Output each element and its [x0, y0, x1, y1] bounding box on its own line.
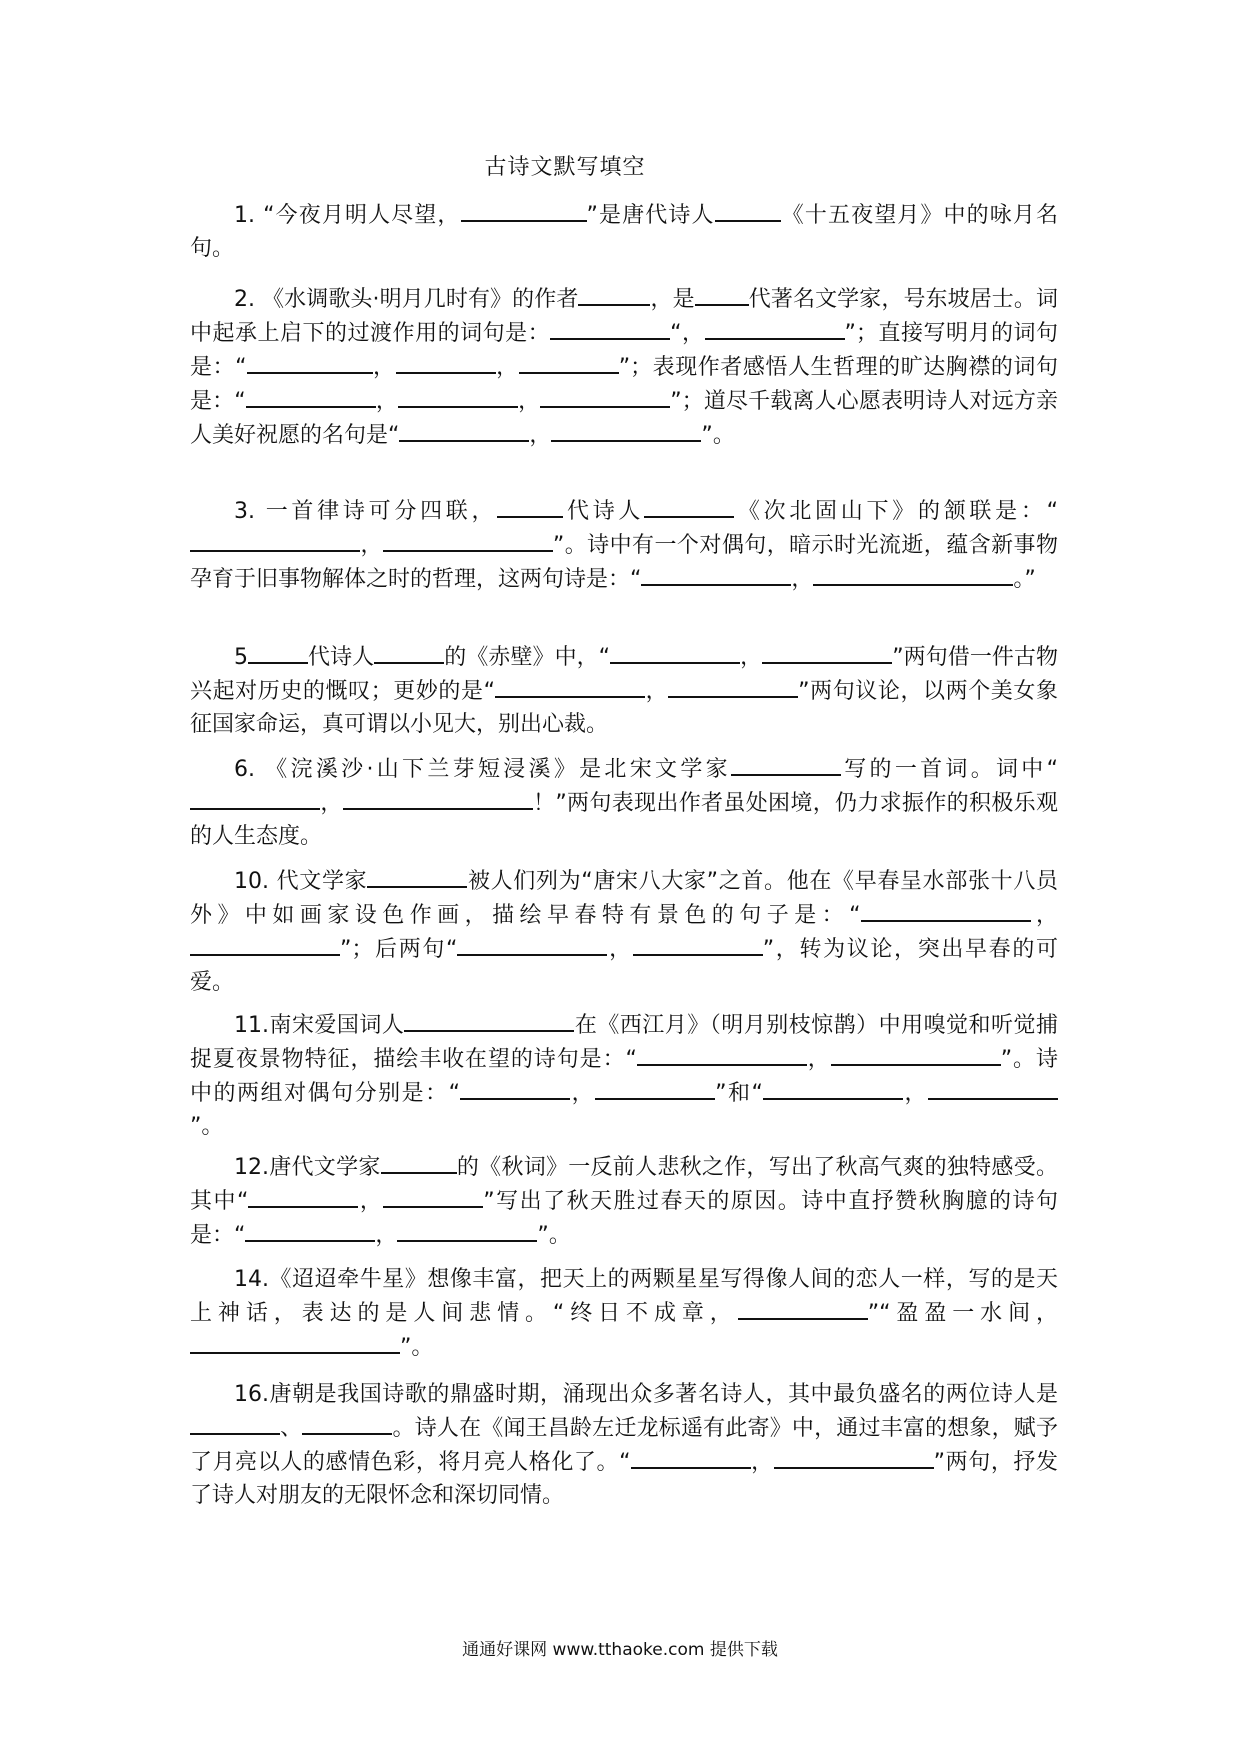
answer-blank[interactable] [578, 282, 650, 306]
answer-blank[interactable] [190, 1411, 280, 1435]
answer-blank[interactable] [397, 1218, 537, 1242]
question-text: 5 [234, 645, 248, 670]
question-text: ，是 [650, 287, 695, 312]
question-text: 14.《迢迢牵牛星》想像丰富，把天上的两颗星星写得像人间的恋人一样，写的是天上神话，表达的是人间悲情。“终日不成章， [190, 1267, 1058, 1326]
question-text: ， [375, 389, 398, 414]
question-text: ， [529, 423, 552, 448]
answer-blank[interactable] [343, 786, 533, 810]
answer-blank[interactable] [715, 198, 781, 222]
answer-blank[interactable] [248, 640, 308, 664]
question-text: ， [740, 645, 763, 670]
answer-blank[interactable] [457, 932, 607, 956]
question-text: 《十五夜望月》中的咏月名句。 [190, 203, 1058, 261]
question-text: ”。 [701, 423, 735, 448]
answer-blank[interactable] [831, 1042, 1001, 1066]
question-text: 。诗人在《闻王昌龄左迁龙标遥有此寄》中，通过丰富的想象，赋予了月亮以人的感情色彩，将月亮人格化了。“ [190, 1416, 1058, 1475]
question-text: 的《赤壁》中，“ [444, 645, 611, 670]
question-11 [190, 1008, 1058, 1143]
answer-blank[interactable] [367, 864, 467, 888]
answer-blank[interactable] [374, 640, 444, 664]
question-text: ”。 [537, 1223, 571, 1248]
question-text: ， [806, 1047, 831, 1072]
question-text: 在《西江月》（明月别枝惊鹊）中用嗅觉和听觉捕捉夏夜景物特征，描绘丰收在望的诗句是：“ [190, 1013, 1058, 1072]
question-text: 10. 代文学家 [234, 869, 368, 894]
question-5 [190, 640, 1058, 741]
answer-blank[interactable] [246, 384, 376, 408]
question-text: ”。诗中有一个对偶句，暗示时光流逝，蕴含新事物孕育于旧事物解体之时的哲理，这两句诗是：“ [190, 533, 1058, 592]
answer-blank[interactable] [610, 640, 740, 664]
question-text: 12.唐代文学家 [234, 1155, 381, 1180]
question-text: 1. “今夜月明人尽望， [234, 203, 461, 228]
answer-blank[interactable] [928, 1076, 1058, 1100]
answer-blank[interactable] [404, 1008, 574, 1032]
answer-blank[interactable] [302, 1411, 392, 1435]
question-text: ， [1030, 903, 1058, 928]
question-text: 16.唐朝是我国诗歌的鼎盛时期，涌现出众多著名诗人，其中最负盛名的两位诗人是 [234, 1382, 1058, 1407]
answer-blank[interactable] [383, 1184, 483, 1208]
answer-blank[interactable] [497, 494, 563, 518]
question-text: ”两句借一件古物兴起对历史的慨叹；更妙的是“ [190, 645, 1058, 704]
answer-blank[interactable] [247, 350, 373, 374]
answer-blank[interactable] [813, 562, 1013, 586]
question-text: 的《秋词》一反前人悲秋之作，写出了秋高气爽的独特感受。其中“ [190, 1155, 1058, 1214]
answer-blank[interactable] [245, 1218, 375, 1242]
question-text: “， [670, 321, 705, 346]
answer-blank[interactable] [774, 1445, 934, 1469]
answer-blank[interactable] [637, 1042, 807, 1066]
question-text: ， [607, 937, 633, 962]
answer-blank[interactable] [383, 528, 553, 552]
answer-blank[interactable] [550, 316, 670, 340]
question-text: 写的一首词。词中“ [840, 757, 1058, 782]
question-text: ”两句，抒发了诗人对朋友的无限怀念和深切同情。 [190, 1450, 1058, 1508]
answer-blank[interactable] [644, 494, 734, 518]
question-16 [190, 1378, 1058, 1512]
answer-blank[interactable] [540, 384, 670, 408]
question-text: 代诗人 [563, 499, 645, 524]
question-text: 《次北固山下》的颔联是：“ [734, 499, 1058, 524]
question-text: ”和“ [715, 1081, 763, 1106]
question-text: ”；道尽千载离人心愿表明诗人对远方亲人美好祝愿的名句是“ [190, 389, 1058, 448]
question-text: ”。 [400, 1335, 434, 1360]
answer-blank[interactable] [190, 932, 340, 956]
question-text: ”“盈盈一水间， [867, 1301, 1059, 1326]
question-text: ， [902, 1081, 928, 1106]
question-text: ”；直接写明月的词句是：“ [190, 321, 1058, 380]
answer-blank[interactable] [695, 282, 749, 306]
answer-blank[interactable] [396, 350, 496, 374]
answer-blank[interactable] [519, 350, 619, 374]
answer-blank[interactable] [461, 198, 587, 222]
answer-blank[interactable] [551, 418, 701, 442]
question-text: 6. 《浣溪沙·山下兰芽短浸溪》是北宋文学家 [234, 757, 731, 782]
question-text: ， [495, 355, 519, 380]
question-12 [190, 1150, 1058, 1252]
question-text: ， [375, 1223, 398, 1248]
question-text: 被人们列为“唐宋八大家”之首。他在《早春呈水部张十八员外》中如画家设色作画，描绘早春特有景色的句子是：“ [190, 869, 1058, 928]
question-text: 11.南宋爱国词人 [234, 1013, 405, 1038]
answer-blank[interactable] [641, 562, 791, 586]
question-text: ， [360, 533, 383, 558]
answer-blank[interactable] [631, 1445, 751, 1469]
question-text: ”写出了秋天胜过春天的原因。诗中直抒赞秋胸臆的诗句是：“ [190, 1189, 1058, 1248]
question-2 [190, 282, 1058, 452]
footer-credit: 通通好课网 www.tthaoke.com 提供下载 [462, 1640, 778, 1660]
answer-blank[interactable] [190, 786, 320, 810]
question-text: ”，转为议论，突出早春的可爱。 [190, 937, 1058, 995]
question-text: ， [358, 1189, 384, 1214]
answer-blank[interactable] [763, 1076, 903, 1100]
question-1 [190, 198, 1058, 265]
answer-blank[interactable] [399, 418, 529, 442]
question-text: 。” [1013, 567, 1036, 592]
answer-blank[interactable] [248, 1184, 358, 1208]
answer-blank[interactable] [731, 752, 841, 776]
answer-blank[interactable] [595, 1076, 715, 1100]
question-text: ”；后两句“ [340, 937, 458, 962]
answer-blank[interactable] [398, 384, 518, 408]
answer-blank[interactable] [705, 316, 845, 340]
question-text: ”。诗中的两组对偶句分别是：“ [190, 1047, 1058, 1106]
question-text: ， [644, 679, 669, 704]
question-text: ， [791, 567, 814, 592]
question-text: ！”两句表现出作者虽处困境，仍力求振作的积极乐观的人生态度。 [190, 791, 1058, 849]
answer-blank[interactable] [668, 674, 798, 698]
question-text: ”；表现作者感悟人生哲理的旷达胸襟的词句是：“ [190, 355, 1058, 414]
question-text: 3. 一首律诗可分四联， [234, 499, 498, 524]
question-text: ”两句议论，以两个美女象征国家命运，真可谓以小见大，别出心裁。 [190, 679, 1058, 737]
question-6 [190, 752, 1058, 853]
answer-blank[interactable] [738, 1296, 868, 1320]
question-text: 、 [280, 1416, 303, 1441]
answer-blank[interactable] [190, 528, 360, 552]
question-text: ， [320, 791, 343, 816]
question-text: ”。 [190, 1114, 224, 1139]
question-text: ， [517, 389, 541, 414]
question-3 [190, 494, 1058, 596]
answer-blank[interactable] [762, 640, 892, 664]
question-text: ， [570, 1081, 596, 1106]
question-text: ”是唐代诗人 [586, 203, 715, 228]
question-text: 2. 《水调歌头·明月几时有》的作者 [234, 287, 579, 312]
answer-blank[interactable] [460, 1076, 570, 1100]
answer-blank[interactable] [381, 1150, 457, 1174]
question-text: 代著名文学家，号东坡居士。词中起承上启下的过渡作用的词句是： [190, 287, 1058, 346]
question-text: ， [372, 355, 396, 380]
question-14 [190, 1263, 1058, 1364]
answer-blank[interactable] [633, 932, 763, 956]
page-title: 古诗文默写填空 [484, 155, 646, 180]
answer-blank[interactable] [495, 674, 645, 698]
question-10 [190, 864, 1058, 999]
answer-blank[interactable] [861, 898, 1031, 922]
question-text: 代诗人 [308, 645, 375, 670]
question-text: ， [750, 1450, 774, 1475]
answer-blank[interactable] [190, 1330, 400, 1354]
